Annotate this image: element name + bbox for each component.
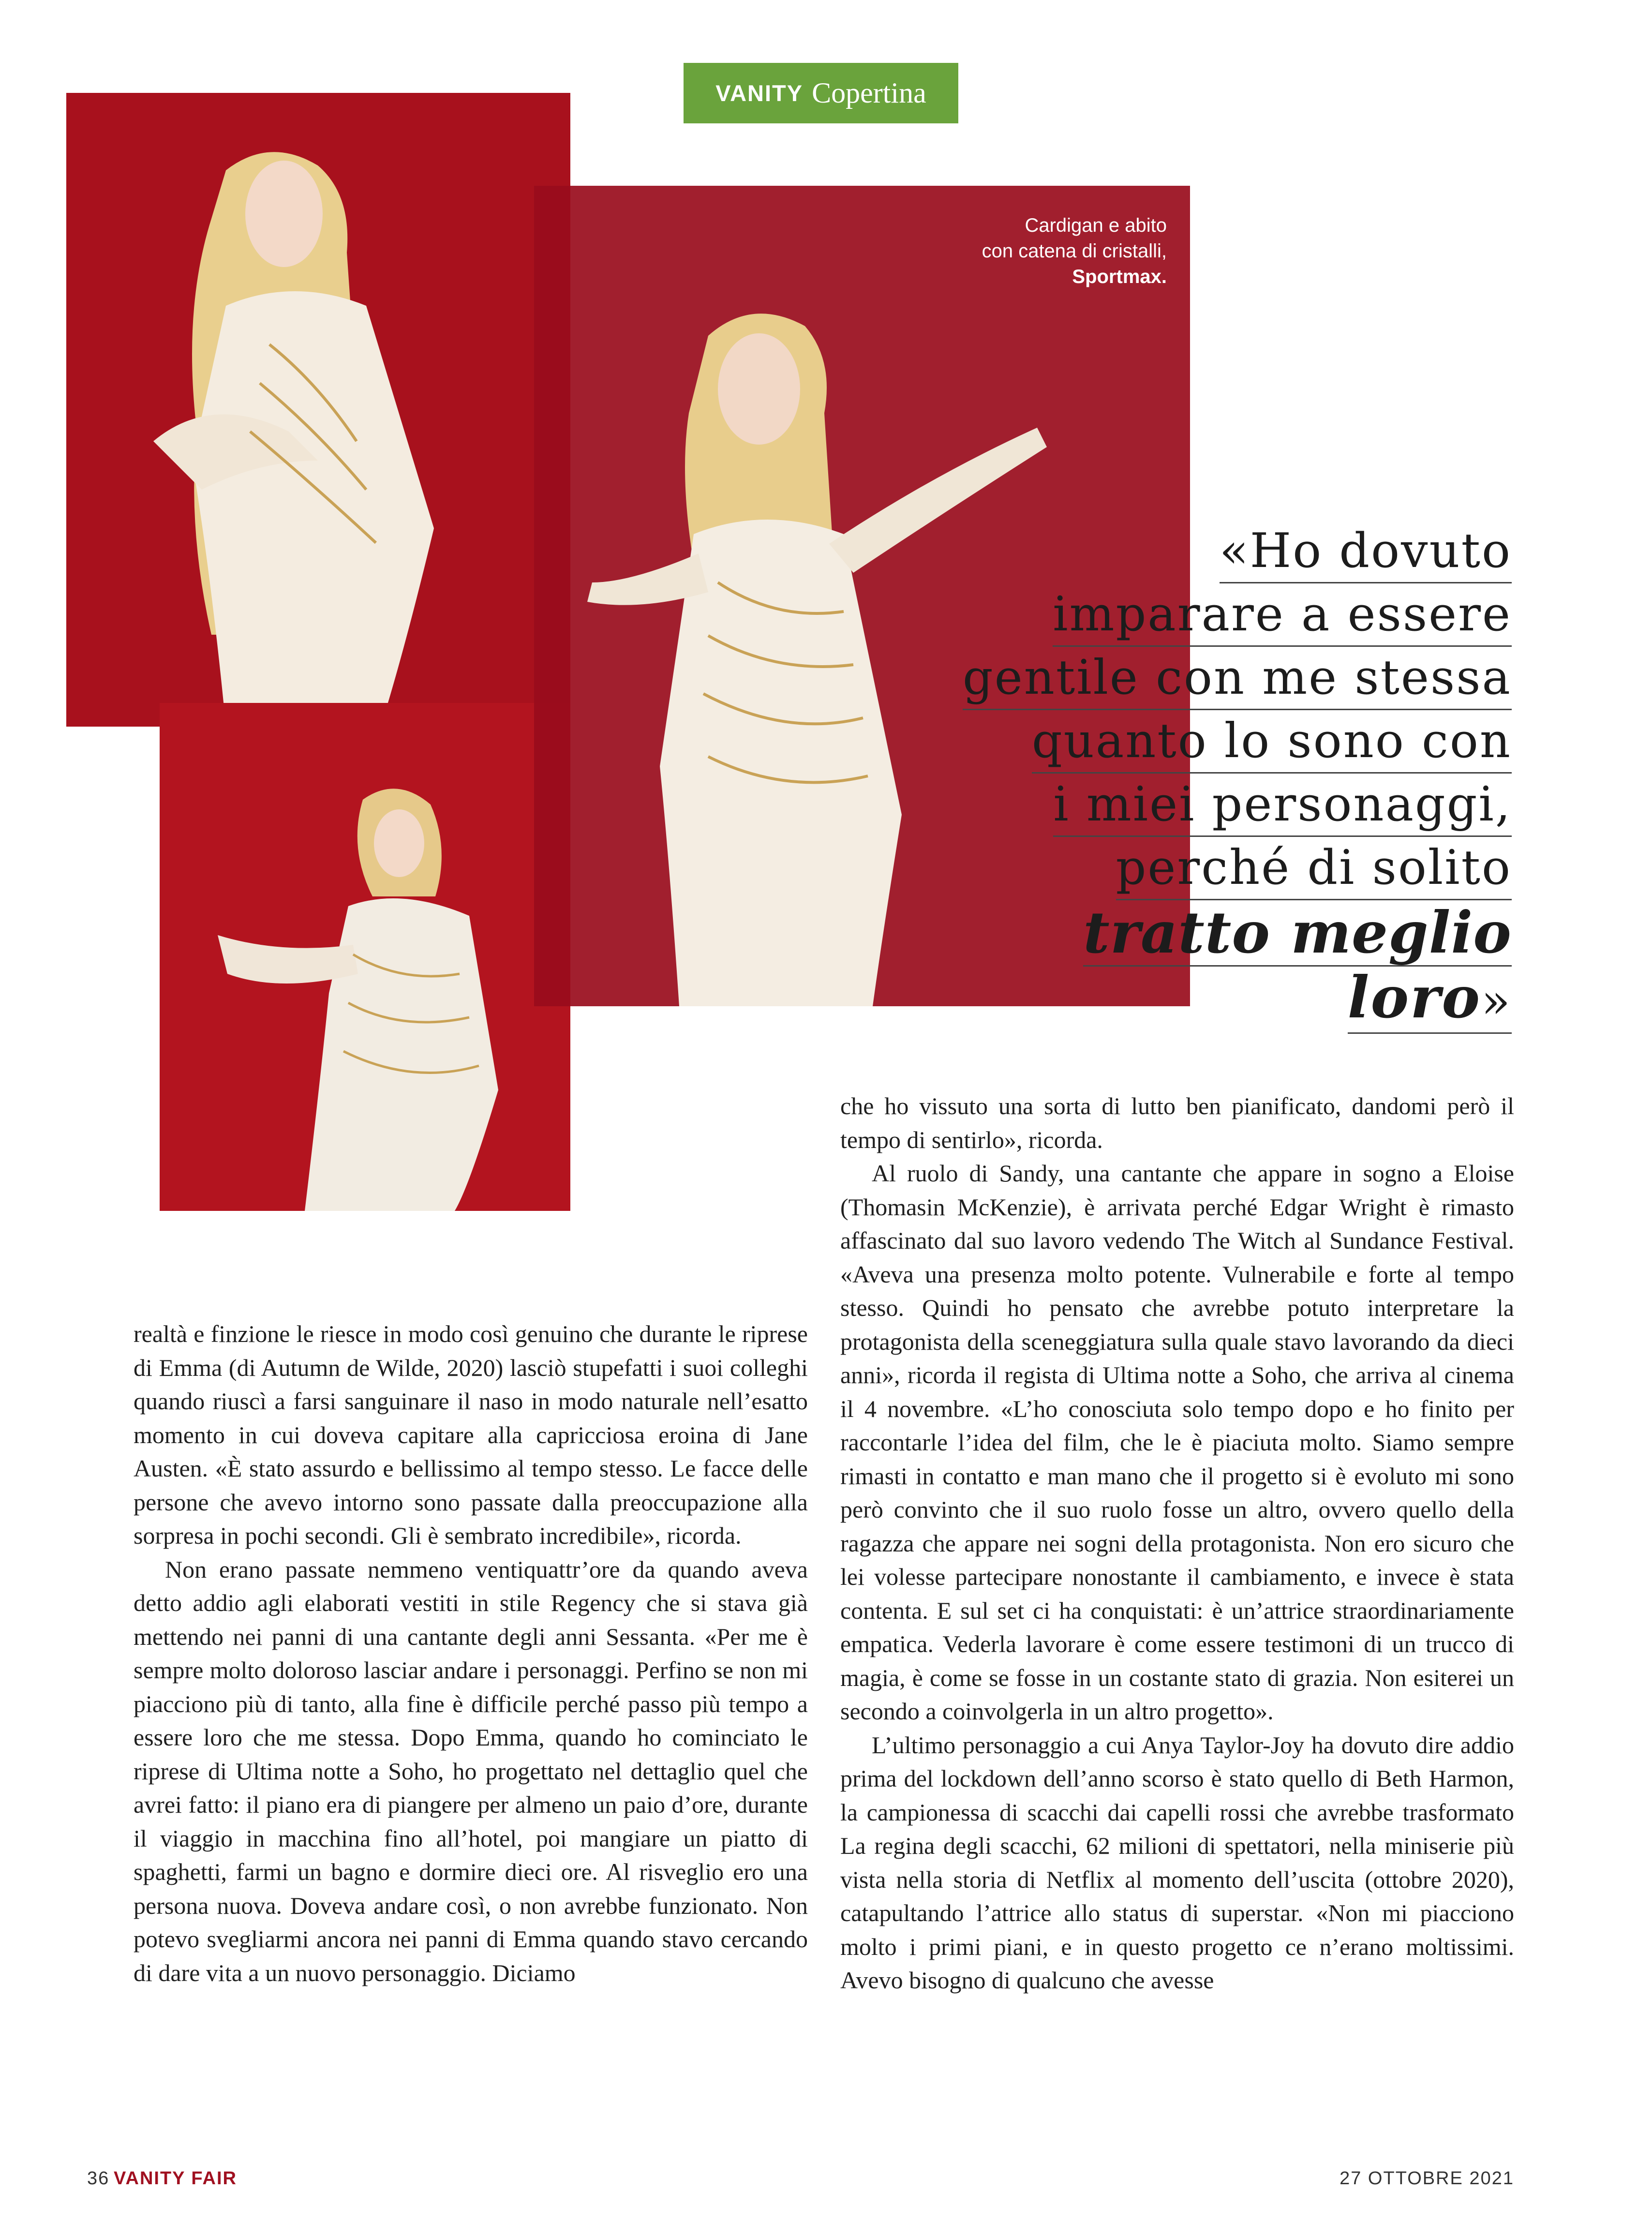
- pull-quote: [834, 520, 1512, 1034]
- section-tag: [684, 63, 958, 123]
- quote-line-bold: loro: [1347, 964, 1482, 1031]
- article-column-right: [840, 1089, 1514, 1997]
- paragraph: L’ultimo personaggio a cui Anya Taylor-Joy ha dovuto dire addio prima del lockdown dell’anno scorso è stato quello di Beth Harmon, la campionessa di scacchi dai capelli rossi che avrebbe trasformato La regina degli scacchi, 62 milioni di spettatori, nella miniserie più vista nella storia di Netflix al momento dell’uscita (ottobre 2020), catapultando l’attrice allo status di superstar. «Non mi piacciono molto i primi piani, e in questo progetto ce n’erano moltissimi. Avevo bisogno di qualcuno che avesse: [840, 1731, 1514, 1994]
- section-brand: VANITY: [715, 80, 804, 106]
- quote-line: quanto lo sono con: [1032, 710, 1512, 774]
- section-name: Copertina: [812, 77, 926, 109]
- quote-line: i miei personaggi,: [1053, 774, 1512, 837]
- quote-line: gentile con me stessa: [963, 647, 1512, 710]
- paragraph: realtà e finzione le riesce in modo così genuino che durante le riprese di Emma (di Autumn de Wilde, 2020) lasciò stupefatti i suoi colleghi quando riuscì a farsi sanguinare il naso in modo naturale nell’esatto momento in cui doveva capitare alla capricciosa eroina di Jane Austen. «È stato assurdo e bellissimo al tempo stesso. Le facce delle persone che avevo intorno sono passate dalla preoccupazione alla sorpresa in pochi secondi. Gli è sembrato incredibile», ricorda.: [134, 1320, 808, 1549]
- page-number: 36: [87, 2168, 110, 2189]
- paragraph: Al ruolo di Sandy, una cantante che appare in sogno a Eloise (Thomasin McKenzie), è arrivata perché Edgar Wright è rimasto affascinato dal suo lavoro vedendo The Witch al Sundance Festival. «Aveva una presenza molto potente. Vulnerabile e forte al tempo stesso. Quindi ho pensato che avrebbe potuto interpretare la protagonista della sceneggiatura sulla quale stavo lavorando da dieci anni», ricorda il regista di Ultima notte a Soho, che arriva al cinema il 4 novembre. «L’ho conosciuta solo tempo dopo e ho finito per raccontarle l’idea del film, che le è piaciuta molto. Siamo sempre rimasti in contatto e man mano che il progetto si è evoluto mi sono però convinto che il suo ruolo fosse un altro, ovvero quello della ragazza che appare nei sogni della protagonista. Non ero sicuro che lei volesse partecipare nonostante il cambiamento, e invece è stata contenta. E sul set ci ha conquistati: è un’attrice straordinariamente empatica. Vederla lavorare è come essere testimoni di un trucco di magia, è come se fosse in un costante stato di grazia. Non esiterei un secondo a coinvolgerla in un altro progetto».: [840, 1160, 1514, 1725]
- quote-line-bold: tratto meglio: [1083, 899, 1512, 966]
- photo-caption: [871, 213, 1167, 290]
- paragraph: che ho vissuto una sorta di lutto ben pianificato, dandomi però il tempo di sentirlo», ricorda.: [840, 1092, 1514, 1153]
- caption-line: Cardigan e abito: [1025, 215, 1167, 236]
- quote-line: perché di solito: [1116, 837, 1512, 900]
- quote-last-line: [1347, 964, 1512, 1034]
- photo-top-left: [66, 93, 570, 727]
- caption-line: con catena di cristalli,: [982, 240, 1167, 262]
- quote-line: «Ho dovuto: [1220, 520, 1512, 583]
- article-column-left: [134, 1317, 808, 1990]
- magazine-name: VANITY FAIR: [114, 2168, 237, 2189]
- quote-closing-mark: »: [1481, 974, 1512, 1029]
- caption-brand: Sportmax.: [1072, 266, 1167, 287]
- paragraph: Non erano passate nemmeno ventiquattr’ore da quando aveva detto addio agli elaborati vestiti in stile Regency che si stava già mettendo nei panni di una cantante degli anni Sessanta. «Per me è sempre molto doloroso lasciar andare i personaggi. Perfino se non mi piacciono più di tanto, alla fine è difficile perché passo più tempo a essere loro che me stessa. Dopo Emma, quando ho cominciato le riprese di Ultima notte a Soho, ho progettato nel dettaglio quel che avrei fatto: il piano era di piangere per almeno un paio d’ore, durante il viaggio in macchina fino all’hotel, poi mangiare un piatto di spaghetti, farmi un bagno e dormire dieci ore. Al risveglio ero una persona nuova. Doveva andare così, o non avrebbe funzionato. Non potevo svegliarmi ancora nei panni di Emma quando stavo cercando di dare vita a un nuovo personaggio. Diciamo: [134, 1555, 808, 1986]
- issue-date: 27 OTTOBRE 2021: [1339, 2168, 1514, 2189]
- quote-line: imparare a essere: [1053, 583, 1512, 647]
- photo-bottom-left: [160, 703, 570, 1211]
